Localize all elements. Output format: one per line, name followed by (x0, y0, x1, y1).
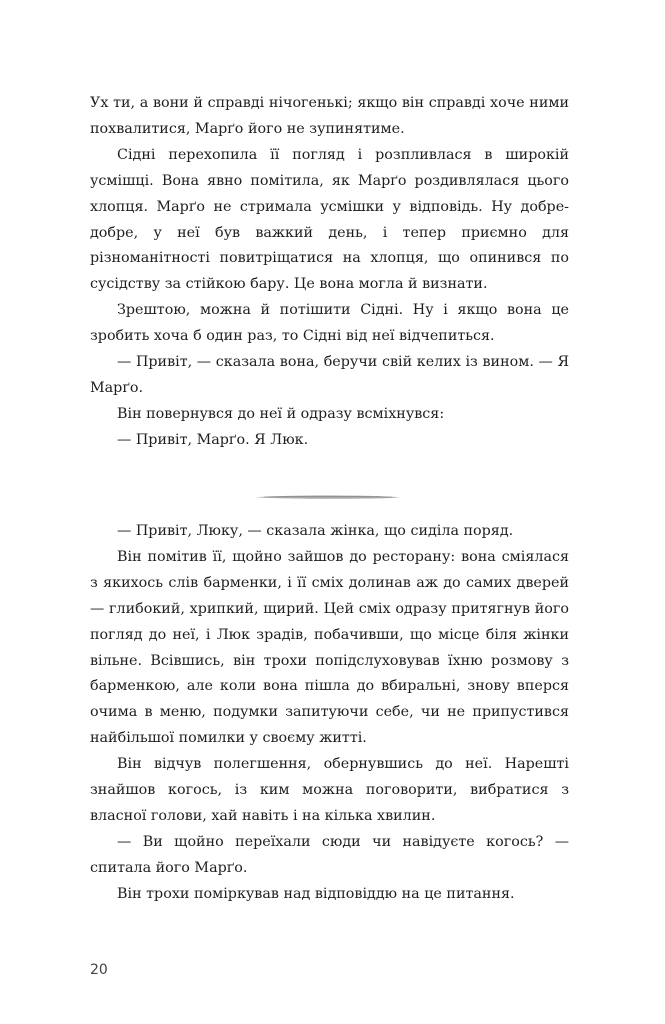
page-number: 20 (90, 962, 108, 978)
paragraph: Він трохи поміркував над відповіддю на це питання. (117, 885, 515, 902)
dialogue-line: — Привіт, Марґо. Я Люк. (117, 431, 309, 448)
paragraph: Сідні перехопила її погляд і розпливлася в широкій усмішці. Вона явно помітила, як Марґо роздивлялася цього хлопця. Марґо не стримала усмішки у відповідь. Ну добре-добре, у неї був важкий день, і тепер приємно для різноманітності повитріщатися на хлопця, що опинився по сусідству за стійкою бару. Це вона могла й визнати. (90, 146, 569, 293)
paragraph: Він відчув полегшення, обернувшись до неї. Нарешті знайшов когось, із ким можна поговорити, вибратися з власної голови, хай навіть і на кілька хвилин. (90, 756, 569, 824)
dialogue-line: — Привіт, — сказала вона, беручи свій келих із вином. — Я Марґо. (90, 354, 569, 396)
paragraph: Зрештою, можна й потішити Сідні. Ну і якщо вона це зробить хоча б один раз, то Сідні від неї відчепиться. (90, 302, 569, 345)
dialogue-line: — Привіт, Люку, — сказала жінка, що сиділа поряд. (117, 523, 514, 539)
paragraph: Він помітив її, щойно зайшов до ресторану: вона сміялася з якихось слів барменки, і її сміх долинав аж до самих дверей — глибокий, хрипкий, щирий. Цей сміх одразу притягнув його погляд до неї, і Люк зрадів, побачивши, що місце біля жінки вільне. Всівшись, він трохи попідслуховував їхню розмову з барменкою, але коли вона пішла до вбиральні, знову вперся очима в меню, подумки запитуючи себе, чи не припустився найбільшої помилки у своєму житті. (90, 548, 569, 747)
section-divider-brushstroke (254, 492, 402, 502)
dialogue-line: — Ви щойно переїхали сюди чи навідуєте когось? — спитала його Марґо. (90, 833, 569, 876)
paragraph: Ух ти, а вони й справді нічогенькі; якщо він справді хоче ними похвалитися, Марґо його не зупинятиме. (90, 95, 569, 137)
text-section-1 (90, 91, 569, 454)
text-section-2 (90, 519, 569, 908)
paragraph: Він повернувся до неї й одразу всміхнувся: (117, 405, 445, 422)
